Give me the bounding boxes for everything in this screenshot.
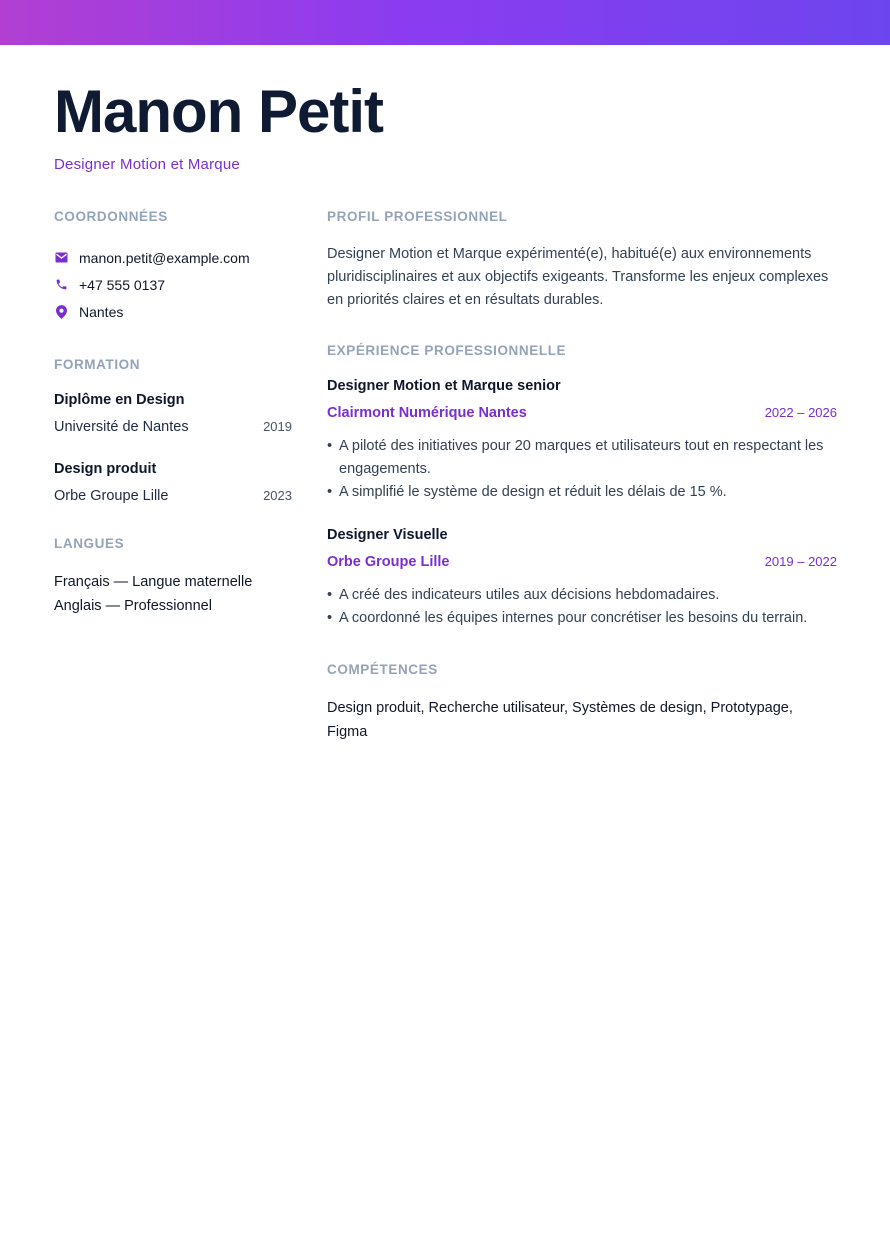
contact-location (54, 298, 292, 325)
contact-list (54, 244, 292, 325)
job-company: Orbe Groupe Lille (327, 554, 450, 570)
job-dates: 2019 – 2022 (764, 554, 837, 569)
profile-text: Designer Motion et Marque expérimenté(e), habitué(e) aux environnements pluridisciplinaires et aux objectifs exigeants. Transforme les enjeux complexes en priorités claires et en résultats durables. (327, 246, 829, 308)
skills-section-title: COMPÉTENCES (327, 662, 438, 677)
contact-section-title: COORDONNÉES (54, 209, 168, 224)
education-year: 2023 (263, 488, 292, 503)
language-item: Français — Langue maternelle (54, 574, 253, 590)
header-gradient-band (0, 0, 890, 45)
education-year: 2019 (263, 419, 292, 434)
job-bullet: • A piloté des initiatives pour 20 marques et utilisateurs tout en respectant les engagements. (327, 435, 837, 481)
job-entry (327, 527, 837, 630)
education-degree: Diplôme en Design (54, 392, 185, 408)
education-item (54, 392, 292, 435)
education-item (54, 461, 292, 504)
job-title: Designer Visuelle (327, 527, 448, 543)
phone-icon (54, 278, 68, 292)
contact-email-value[interactable]: manon.petit@example.com (79, 249, 250, 266)
education-school: Orbe Groupe Lille (54, 488, 169, 504)
education-row (54, 419, 292, 435)
job-bullet: • A simplifié le système de design et réduit les délais de 15 %. (327, 481, 837, 504)
language-item: Anglais — Professionnel (54, 598, 212, 614)
languages-list (54, 570, 292, 618)
contact-location-value: Nantes (79, 303, 124, 320)
candidate-name: Manon Petit (54, 78, 383, 145)
job-company-row (327, 554, 837, 570)
left-column (54, 209, 292, 618)
profile-section-title: PROFIL PROFESSIONNEL (327, 209, 508, 224)
candidate-role: Designer Motion et Marque (54, 156, 240, 173)
experience-section-title: EXPÉRIENCE PROFESSIONNELLE (327, 343, 567, 358)
skills-text: Design produit, Recherche utilisateur, Systèmes de design, Prototypage, Figma (327, 700, 793, 740)
education-row (54, 488, 292, 504)
mail-icon (54, 251, 68, 265)
job-dates: 2022 – 2026 (764, 405, 837, 420)
job-entry (327, 378, 837, 504)
job-bullet: • A coordonné les équipes internes pour concrétiser les besoins du terrain. (327, 607, 837, 630)
education-school: Université de Nantes (54, 419, 189, 435)
job-title: Designer Motion et Marque senior (327, 378, 561, 394)
job-bullets (327, 584, 837, 630)
job-company-row (327, 405, 837, 421)
job-bullets (327, 435, 837, 504)
education-degree: Design produit (54, 461, 157, 477)
location-pin-icon (54, 305, 68, 319)
job-bullet: • A créé des indicateurs utiles aux décisions hebdomadaires. (327, 584, 837, 607)
education-section-title: FORMATION (54, 357, 141, 372)
contact-phone-value[interactable]: +47 555 0137 (79, 276, 166, 293)
job-company: Clairmont Numérique Nantes (327, 405, 527, 421)
right-column (327, 209, 837, 744)
languages-section-title: LANGUES (54, 536, 125, 551)
contact-phone (54, 271, 292, 298)
contact-email (54, 244, 292, 271)
